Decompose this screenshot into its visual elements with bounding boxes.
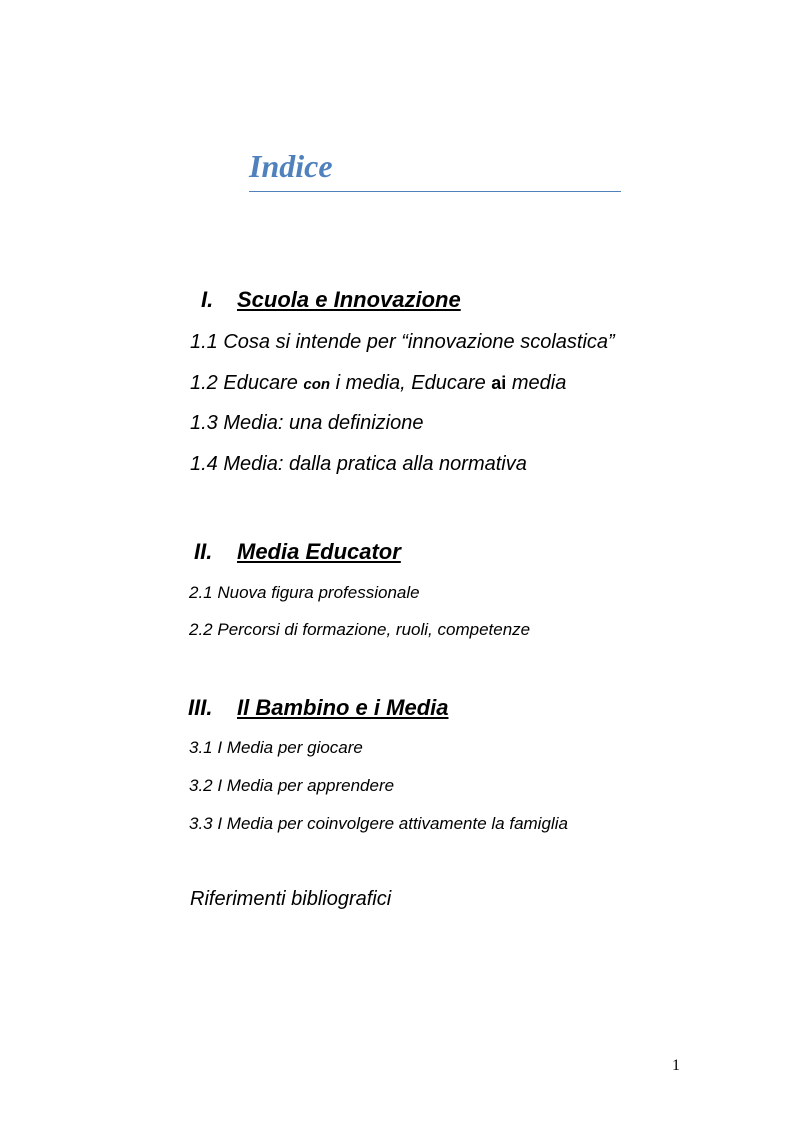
section-heading-2[interactable] [0, 538, 793, 566]
page-title: Indice [249, 148, 333, 184]
title-underline [249, 191, 621, 192]
toc-entry-3-2[interactable]: 3.2 I Media per apprendere [189, 776, 395, 795]
section-title: Media Educator [237, 539, 401, 564]
entry-emphasis-con: con [303, 376, 331, 393]
section-heading-3[interactable] [0, 694, 793, 722]
section-title: Il Bambino e i Media [237, 695, 449, 720]
section-heading-1[interactable] [0, 286, 793, 314]
entry-emphasis-ai: ai [491, 373, 507, 393]
toc-entry-references[interactable]: Riferimenti bibliografici [190, 888, 392, 910]
section-title: Scuola e Innovazione [237, 287, 461, 312]
entry-text: media [506, 372, 567, 394]
section-numeral: I. [201, 287, 214, 312]
toc-entry-3-1[interactable]: 3.1 I Media per giocare [189, 738, 363, 757]
toc-entry-1-2[interactable] [190, 371, 566, 397]
toc-entry-3-3[interactable]: 3.3 I Media per coinvolgere attivamente la famiglia [189, 814, 568, 833]
toc-entry-2-1[interactable]: 2.1 Nuova figura professionale [189, 583, 420, 602]
toc-entry-1-3[interactable]: 1.3 Media: una definizione [190, 412, 424, 434]
toc-entry-2-2[interactable]: 2.2 Percorsi di formazione, ruoli, competenze [189, 620, 531, 639]
section-numeral: III. [188, 695, 213, 720]
entry-text: i media, Educare [330, 372, 492, 394]
section-numeral: II. [194, 539, 213, 564]
toc-entry-1-4[interactable]: 1.4 Media: dalla pratica alla normativa [190, 453, 527, 475]
toc-entry-1-1[interactable]: 1.1 Cosa si intende per “innovazione scolastica” [190, 331, 615, 353]
entry-text: 1.2 Educare [190, 372, 304, 394]
page-number: 1 [672, 1057, 680, 1074]
